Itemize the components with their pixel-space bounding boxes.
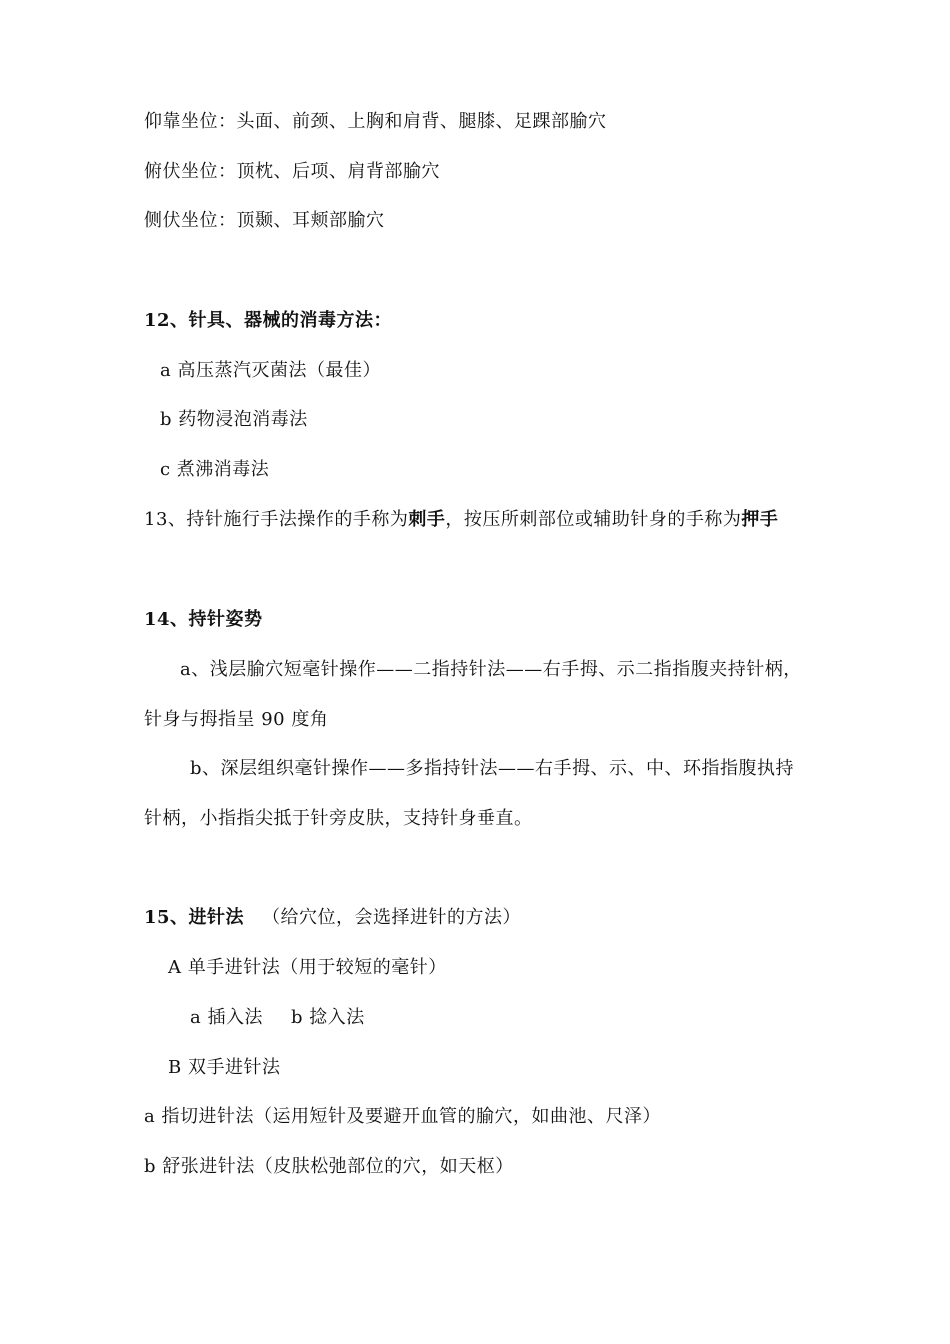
section15-note: （给穴位，会选择进针的方法） [262, 907, 522, 928]
section14-a-line2: 针身与拇指呈 90 度角 [144, 709, 329, 730]
section13-term-cishou: 刺手 [408, 509, 446, 530]
section15-B-a: a 指切进针法（运用短针及要避开血管的腧穴，如曲池、尺泽） [144, 1106, 661, 1127]
posture-lateral-sitting: 侧伏坐位：顶颞、耳颊部腧穴 [144, 210, 385, 231]
section14-heading: 14、持针姿势 [144, 609, 263, 630]
section13-paragraph [144, 508, 778, 532]
section15-A-a: a 插入法 [190, 1007, 263, 1028]
section15-A-methods [190, 1006, 365, 1030]
section15-B: B 双手进针法 [168, 1057, 281, 1078]
section15-heading: 15、进针法 [144, 907, 245, 928]
posture-supine-sitting: 仰靠坐位：头面、前颈、上胸和肩背、腿膝、足踝部腧穴 [144, 111, 607, 132]
section14-a-line1: a、浅层腧穴短毫针操作——二指持针法——右手拇、示二指指腹夹持针柄， [180, 659, 802, 680]
section13-part1: 13、持针施行手法操作的手称为 [144, 509, 409, 530]
section13-part2: ，按压所刺部位或辅助针身的手称为 [445, 509, 742, 530]
section14-b-line2: 针柄，小指指尖抵于针旁皮肤，支持针身垂直。 [144, 808, 533, 829]
section12-item-c: c 煮沸消毒法 [160, 459, 270, 480]
section13-term-yashou: 押手 [741, 509, 779, 530]
section14-b-line1: b、深层组织毫针操作——多指持针法——右手拇、示、中、环指指腹执持 [190, 758, 795, 779]
section12-item-b: b 药物浸泡消毒法 [160, 409, 308, 430]
section12-item-a: a 高压蒸汽灭菌法（最佳） [160, 360, 381, 381]
section15-A: A 单手进针法（用于较短的毫针） [168, 957, 447, 978]
section15-A-b: b 捻入法 [290, 1007, 365, 1028]
posture-prone-sitting: 俯伏坐位：顶枕、后项、肩背部腧穴 [144, 161, 440, 182]
section12-heading: 12、针具、器械的消毒方法： [144, 310, 393, 331]
section15-heading-line [144, 906, 521, 930]
section15-B-b: b 舒张进针法（皮肤松弛部位的穴，如天枢） [144, 1156, 514, 1177]
